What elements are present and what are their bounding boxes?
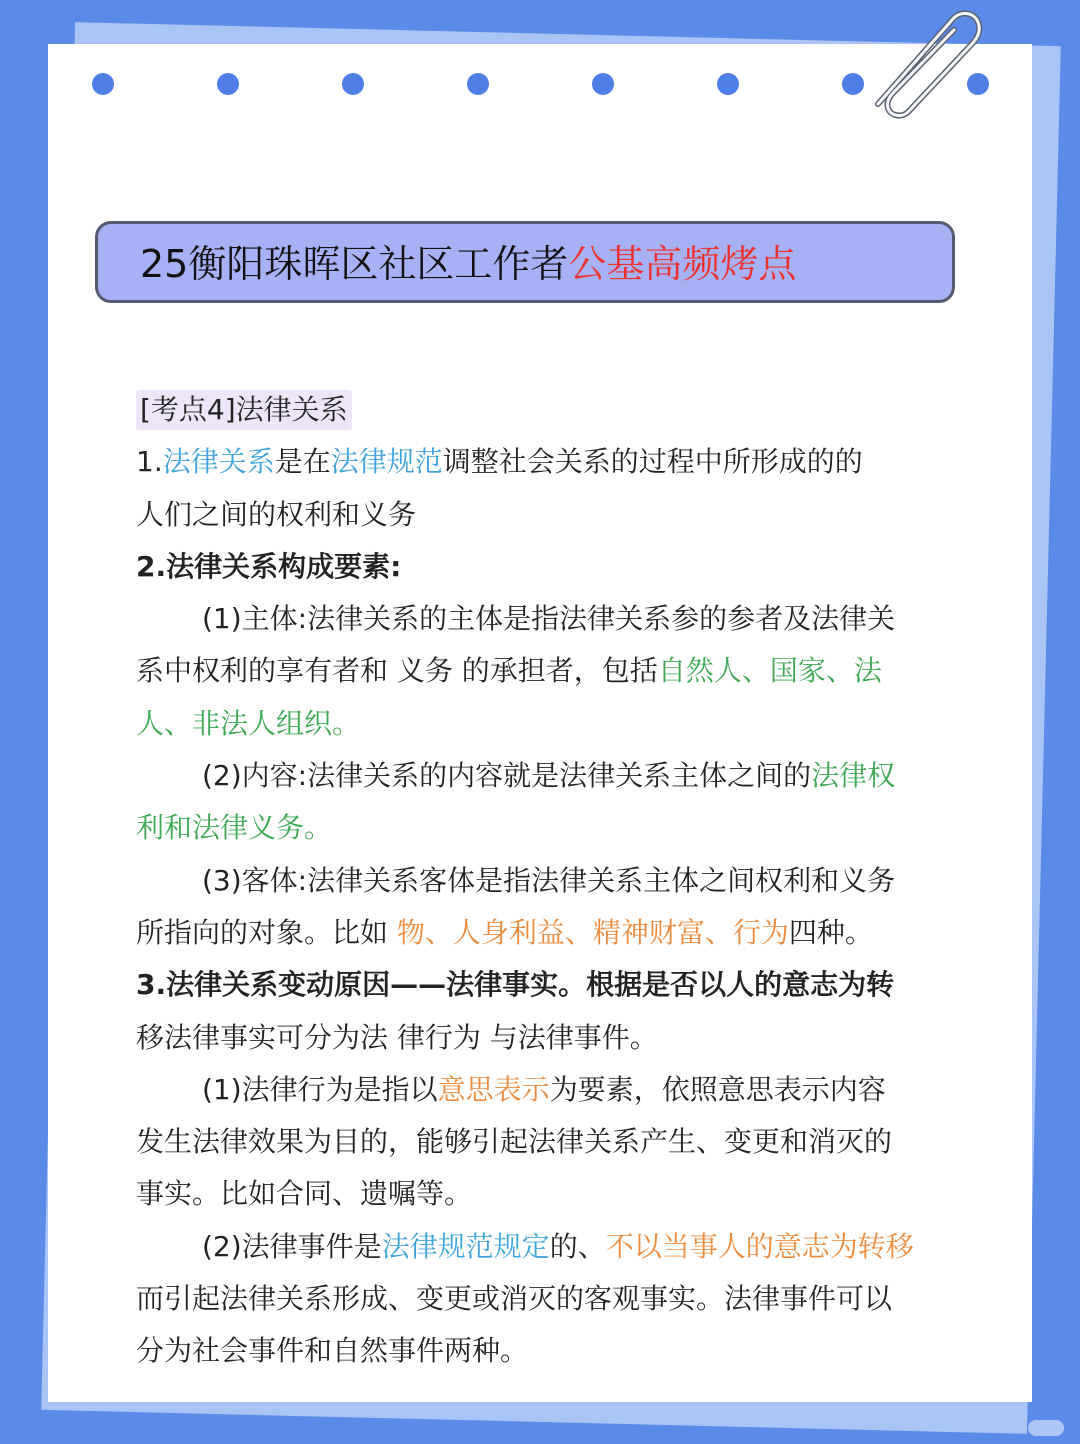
- text-line: 系中权利的享有者和 义务 的承担者，包括自然人、国家、法: [136, 654, 882, 688]
- page-title: [140, 241, 796, 287]
- text-line: 利和法律义务。: [136, 811, 333, 845]
- section-heading-line: [136, 384, 966, 436]
- point-heading: 2.法律关系构成要素:: [136, 549, 402, 583]
- highlight-term: 法律规范规定: [381, 1229, 550, 1263]
- text-line: 人们之间的权利和义务: [136, 497, 417, 531]
- title-banner: [95, 221, 955, 303]
- text-line: 而引起法律关系形成、变更或消灭的客观事实。法律事件可以: [136, 1282, 893, 1316]
- highlight-term: 意思表示: [437, 1072, 550, 1106]
- notes-body: [136, 384, 966, 1378]
- highlight-term: 法律权: [811, 759, 896, 793]
- watermark-badge: [1028, 1420, 1064, 1436]
- text-line: 1.法律关系是在法律规范调整社会关系的过程中所形成的的: [136, 445, 863, 479]
- highlight-term: 不以当事人的意志为转移: [605, 1229, 914, 1263]
- text-line: (1)主体:法律关系的主体是指法律关系参的参者及法律关: [202, 602, 896, 636]
- text-line: 所指向的对象。比如 物、人身利益、精神财富、行为四种。: [136, 915, 873, 949]
- point-heading: 3.法律关系变动原因——法律事实。根据是否以人的意志为转: [136, 968, 895, 1002]
- title-highlight: 公基高频烤点: [568, 242, 797, 286]
- highlight-term: 自然人、国家、法: [657, 654, 882, 688]
- paperclip-icon: [860, 0, 990, 120]
- text-line: (1)法律行为是指以意思表示为要素，依照意思表示内容: [202, 1072, 886, 1106]
- text-line: 发生法律效果为目的，能够引起法律关系产生、变更和消灭的: [136, 1125, 893, 1159]
- text-line: 事实。比如合同、遗嘱等。: [136, 1177, 473, 1211]
- title-main: 25衡阳珠晖区社区工作者: [140, 242, 569, 286]
- text-line: 分为社会事件和自然事件两种。: [136, 1334, 529, 1368]
- text-line: 移法律事实可分为法 律行为 与法律事件。: [136, 1020, 658, 1054]
- text-line: (2)内容:法律关系的内容就是法律关系主体之间的法律权: [202, 759, 896, 793]
- highlight-term: 物、人身利益、精神财富、行为: [396, 915, 789, 949]
- section-heading: [考点4]法律关系: [136, 390, 352, 430]
- highlight-term: 法律规范: [330, 445, 443, 479]
- text-line: (3)客体:法律关系客体是指法律关系主体之间权利和义务: [202, 863, 896, 897]
- highlight-term: 法律关系: [162, 445, 275, 479]
- text-line: 人、非法人组织。: [136, 706, 361, 740]
- text-line: (2)法律事件是法律规范规定的、不以当事人的意志为转移: [202, 1229, 914, 1263]
